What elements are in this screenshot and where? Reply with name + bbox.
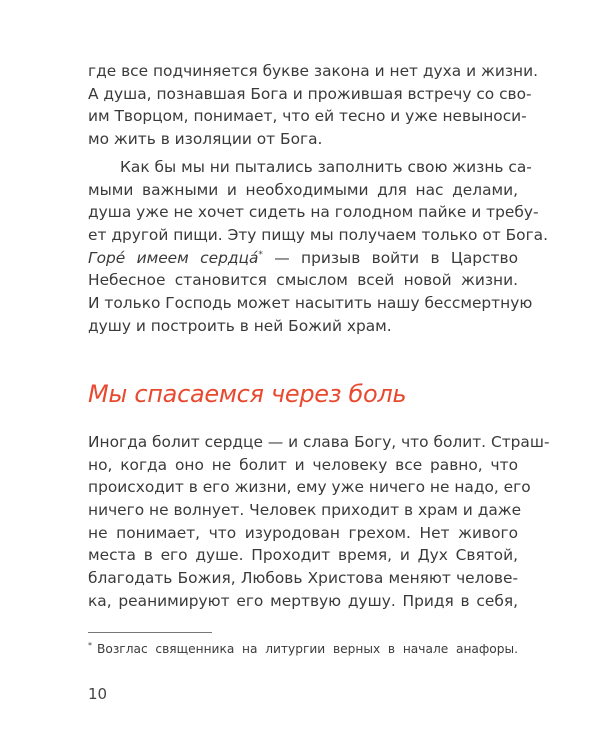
text-line: им Творцом, понимает, что ей тесно и уже невыноси- [88,107,527,126]
text-line: ет другой пищи. Эту пищу мы получаем только от Бога. [88,226,548,245]
paragraph-1 [88,60,538,151]
footnote-reference: * [258,249,263,260]
text-line: Иногда болит сердце — и слава Богу, что болит. Страш- [88,433,550,451]
footnote-text: Возглас священника на литургии верных в начале анафоры. [97,642,518,656]
text-line: где все подчиняется букве закона и нет духа и жизни. [88,62,538,80]
liturgical-quote: Горé имеем сердцá [88,248,259,267]
text-line: А душа, познавшая Бога и прожившая встречу со сво- [88,84,532,103]
text-line: не понимает, что изуродован грехом. Нет живого [88,523,518,542]
footnote-divider [88,632,212,633]
footnote-mark: * [88,640,92,650]
text-line: происходит в его жизни, ему уже ничего не надо, его [88,478,531,497]
text-line: но, когда оно не болит и человеку все равно, что [88,455,518,474]
text-line: Небесное становится смыслом всей новой жизни. [88,271,518,290]
text-line: мыми важными и необходимыми для нас делами, [88,180,518,199]
text-line: места в его душе. Проходит время, и Дух Святой, [88,546,518,565]
paragraph-3 [88,431,550,613]
paragraph-2 [88,156,548,338]
text-line: ничего не волнует. Человек приходит в храм и даже [88,501,522,520]
text-line: мо жить в изоляции от Бога. [88,130,323,149]
text-line: ка, реанимируют его мертвую душу. Придя в себя, [88,591,518,610]
page-number: 10 [88,685,108,703]
text-line: благодать Божия, Любовь Христова меняют челове- [88,569,518,588]
text-line-with-quote [88,247,518,270]
text-line: душу и построить в ней Божий храм. [88,316,392,335]
text-line: И только Господь может насытить нашу бессмертную [88,294,533,313]
text-line: Как бы мы ни пытались заполнить свою жизнь са- [120,158,532,176]
section-heading: Мы спасаемся через боль [88,380,407,408]
footnote [88,641,518,657]
text-fragment: — призыв войти в Царство [262,248,518,267]
text-line: душа уже не хочет сидеть на голодном пайке и требу- [88,203,539,222]
